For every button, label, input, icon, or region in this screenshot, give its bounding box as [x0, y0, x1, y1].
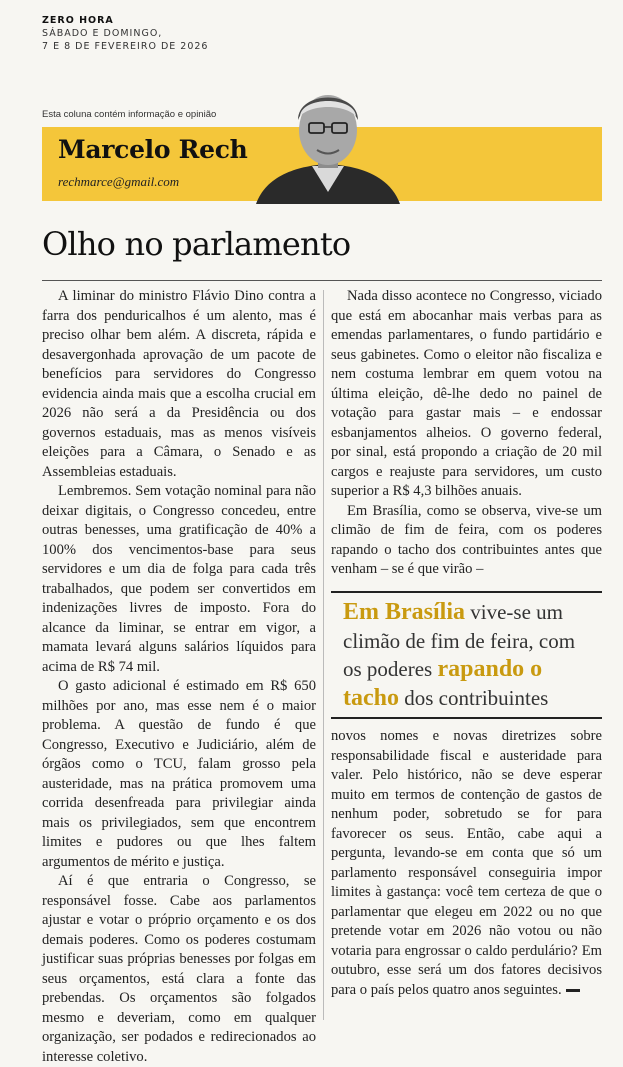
paragraph: A liminar do ministro Flávio Dino contra a farra dos penduricalhos é um alento, mas é preciso olhar bem além. A discreta, rápida e desavergonhada aprovação de um pacote de benefícios para servidores do Congresso evidencia ainda mais que a escolha crucial em 2026 não será a da Presidência ou dos governos estaduais, mas as menos visíveis eleições para a Câmara, o Senado e as Assembleias estaduais.: [42, 288, 316, 480]
pull-quote-highlight: tacho: [343, 685, 399, 711]
pull-quote-line: [343, 599, 563, 626]
pull-quote-text: vive-se um: [465, 600, 563, 624]
paragraph-text: novos nomes e novas diretrizes sobre responsabilidade fiscal e austeridade para valer. Pelo histórico, não se deve esperar muito em termos de contenção de gastos de nenhum poder, sobretudo se for para favorecer os seus. Então, cabe aqui a pergunta, levando-se em conta que só um parlamento responsável conseguiria impor limites à gastança: você tem certeza de que o parlamentar que elegeu em 2022 ou no que pretende votar em 2026 não votou ou não votaria para engrossar o caldo perdulário? Em outubro, esse será um dos fatores decisivos para o país pelos quatro anos seguintes.: [331, 728, 602, 998]
dateline: [42, 14, 208, 53]
pull-quote: [331, 591, 602, 719]
author-name: Marcelo Rech: [58, 135, 248, 164]
author-email: rechmarce@gmail.com: [58, 174, 180, 189]
paragraph: Lembremos. Sem votação nominal para não deixar digitais, o Congresso concedeu, entre outras benesses, uma gratificação de 40% a 100% dos vencimentos-base para seus servidores e um dia de folga para cada três trabalhados, que podem ser convertidos em indenizações livres de imposto. Fora do alcance da liminar, se entrar em vigor, a mamata levará alguns salários líquidos para acima de R$ 74 mil.: [42, 483, 316, 675]
pull-quote-highlight: Em Brasília: [343, 599, 466, 625]
pull-quote-text: os poderes: [343, 657, 438, 681]
column-divider: [323, 290, 324, 1020]
pull-quote-highlight: rapando o: [437, 656, 543, 682]
article-column-right-top: [331, 287, 602, 580]
article-headline: Olho no parlamento: [42, 225, 351, 263]
article-column-left: [42, 287, 316, 1067]
paragraph: O gasto adicional é estimado em R$ 650 milhões por ano, mas esse nem é o maior problema. A questão de fundo é que Congresso, Executivo e Judiciário, além de órgãos como o TCU, falam grosso pela austeridade, mas na prática promovem uma corrida desenfreada para privilegiar ainda mais os privilegiados, sem que encontrem limites e pudores ou que lhes faltem argumentos de mérito e justiça.: [42, 678, 316, 870]
paragraph: Nada disso acontece no Congresso, viciado que está em abocanhar mais verbas para as emendas parlamentares, o fundo partidário e seus gabinetes. Como o eleitor não fiscaliza e nem costuma lembrar em quem votou na última eleição, dê-lhe dedo no painel de votação para gastar mais – e endossar esbanjamentos alheios. O governo federal, por sinal, está propondo a criação de 20 mil cargos e reajuste para servidores, um custo superior a R$ 4,3 bilhões anuais.: [331, 288, 602, 499]
headline-divider: [42, 280, 602, 281]
publication-name: ZERO HORA: [42, 15, 114, 26]
paragraph: [331, 727, 602, 1000]
pull-quote-line: [343, 685, 548, 712]
dateline-days: SÁBADO E DOMINGO,: [42, 28, 163, 39]
dateline-date: 7 E 8 DE FEVEREIRO DE 2026: [42, 41, 209, 52]
pull-quote-text: climão de fim de feira, com: [343, 629, 576, 653]
paragraph: Em Brasília, como se observa, vive-se um climão de fim de feira, com os poderes rapando o tacho dos contribuintes antes que venham – se é que virão –: [331, 502, 602, 577]
paragraph: Aí é que entraria o Congresso, se responsável fosse. Cabe aos parlamentos ajustar e votar o próprio orçamento e os dos demais poderes. Como os poderes costumam justificar suas próprias benesses por folgas em seus orçamentos, está clara a fonte das prebendas. Os orçamentos são folgados mesmo e deveriam, como em qualquer organização, ser podados e redirecionados ao interesse coletivo.: [42, 873, 316, 1065]
column-label: Esta coluna contém informação e opinião: [42, 109, 217, 120]
article-column-right-bottom: [331, 727, 602, 1000]
pull-quote-line: [343, 629, 575, 654]
pull-quote-text: dos contribuintes: [399, 686, 549, 710]
end-of-article-mark: [566, 989, 580, 992]
author-portrait: [238, 80, 418, 204]
pull-quote-line: [343, 656, 542, 683]
